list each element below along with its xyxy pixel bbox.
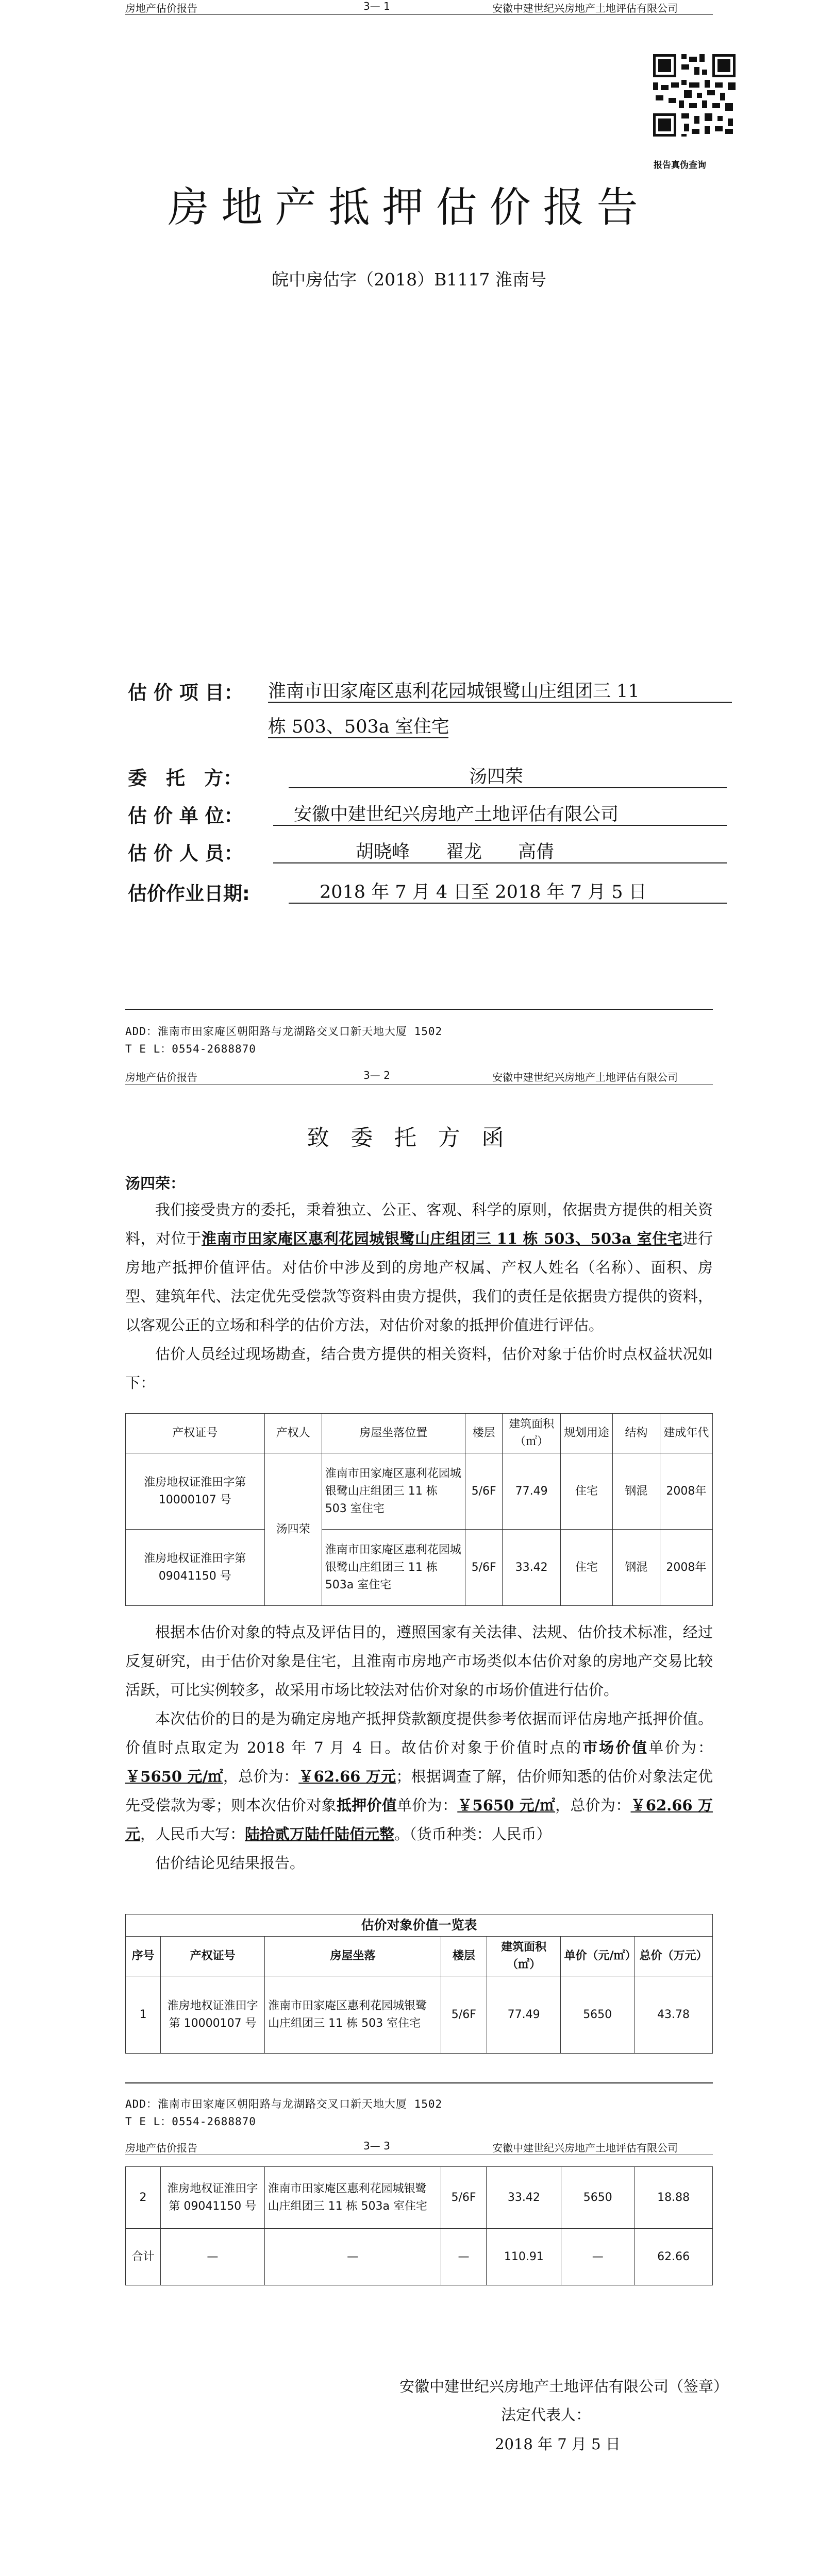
th-unit-price: 单价（元/㎡） [561, 1937, 634, 1976]
th-floor: 楼层 [465, 1414, 503, 1453]
p4-mortgage-total: ￥62.66 万元 [125, 1797, 713, 1843]
p4-text-e: ，总价为： [223, 1768, 299, 1785]
cell-location: — [264, 2229, 441, 2285]
th-owner: 产权人 [264, 1414, 322, 1453]
report-number: 皖中房估字（2018）B1117 淮南号 [272, 269, 546, 290]
letter-title: 致 委 托 方 函 [307, 1125, 511, 1151]
header-rule [125, 14, 713, 15]
cell-total: 62.66 [635, 2229, 713, 2285]
p4-market-unit-price: ￥5650 元/㎡ [125, 1768, 223, 1785]
header-left: 房地产估价报告 [125, 1071, 197, 1083]
cell-unit-price: 5650 [561, 2167, 635, 2229]
cell-floor: 5/6F [441, 1976, 487, 2054]
cell-index: 2 [126, 2167, 161, 2229]
appraiser-org-label: 估 价 单 位： [128, 805, 243, 827]
p4-text-k: ，总价为： [555, 1797, 631, 1814]
p4-text-o: 。（货币种类：人民币） [394, 1825, 552, 1843]
cell-location: 淮南市田家庵区惠利花园城银鹭山庄组团三 11 栋 503 室住宅 [322, 1453, 465, 1530]
qr-caption: 报告真伪查询 [654, 160, 706, 171]
work-date-value: 2018 年 7 月 4 日至 2018 年 7 月 5 日 [320, 882, 647, 903]
value-table-title: 估价对象价值一览表 [126, 1914, 713, 1937]
footer-rule [125, 2082, 713, 2083]
project-value: 淮南市田家庵区惠利花园城银鹭山庄组团三 11 [268, 681, 640, 702]
cell-total: 18.88 [635, 2167, 713, 2229]
cell-total: 43.78 [634, 1976, 712, 2054]
th-area: 建筑面积（㎡） [487, 1937, 561, 1976]
table-total-row [126, 2229, 713, 2285]
cell-unit-price: 5650 [561, 1976, 634, 2054]
work-date-underline [289, 903, 727, 904]
cell-area: 110.91 [487, 2229, 561, 2285]
letter-paragraph-2: 估价人员经过现场勘查，结合贵方提供的相关资料，估价对象于估价时点权益状况如下： [125, 1345, 713, 1392]
p4-text-g: ；根据调查了解，估价师知悉的估价对象法定优先受偿款为零；则本次估价对象 [125, 1768, 713, 1814]
p4-amount-in-words: 陆拾贰万陆仟陆佰元整 [245, 1825, 395, 1843]
p4-mortgage-value: 抵押价值 [336, 1797, 397, 1814]
footer-address: ADD：淮南市田家庵区朝阳路与龙湖路交叉口新天地大厦 1502 [125, 2098, 443, 2110]
table-row [126, 1530, 713, 1606]
th-year: 建成年代 [660, 1414, 712, 1453]
qr-code-icon [650, 52, 738, 139]
cell-index: 合计 [126, 2229, 161, 2285]
p4-market-value: 市场价值 [582, 1739, 649, 1756]
client-underline [289, 787, 727, 788]
cell-use: 住宅 [560, 1530, 612, 1606]
appraisers-value: 胡晓峰 翟龙 高倩 [356, 842, 555, 862]
signature-company: 安徽中建世纪兴房地产土地评估有限公司（签章） [399, 2378, 729, 2395]
cell-owner: 汤四荣 [264, 1453, 322, 1606]
appraisers-underline [273, 862, 727, 863]
value-table-title-row [126, 1914, 713, 1937]
cell-cert: 淮房地权证淮田字第 09041150 号 [126, 1530, 265, 1606]
cell-location: 淮南市田家庵区惠利花园城银鹭山庄组团三 11 栋 503a 室住宅 [264, 2167, 441, 2229]
table-row [126, 2167, 713, 2229]
p4-text-c: 单价为： [648, 1739, 713, 1756]
value-table [125, 1914, 713, 2054]
table-header-row [126, 1414, 713, 1453]
footer-tel: T E L：0554-2688870 [125, 2115, 256, 2128]
cell-location: 淮南市田家庵区惠利花园城银鹭山庄组团三 11 栋 503 室住宅 [265, 1976, 441, 2054]
cell-floor: 5/6F [465, 1530, 503, 1606]
th-index: 序号 [126, 1937, 161, 1976]
table-header-row [126, 1937, 713, 1976]
p4-mortgage-unit-price: ￥5650 元/㎡ [457, 1797, 556, 1814]
cell-cert: 淮房地权证淮田字第 10000107 号 [161, 1976, 265, 2054]
value-table-continued [125, 2166, 713, 2285]
p3-text: 根据本估价对象的特点及评估目的，遵照国家有关法律、法规、估价技术标准，经过反复研究，由于估价对象是住宅，且淮南市房地产市场类似本估价对象的房地产交易比较活跃，可比实例较多，故采用市场比较法对估价对象的市场价值进行估价。 [125, 1623, 713, 1699]
cell-year: 2008年 [660, 1453, 712, 1530]
header-right: 安徽中建世纪兴房地产土地评估有限公司 [492, 2142, 678, 2154]
cell-structure: 钢混 [613, 1453, 660, 1530]
header-page-number: 3— 2 [363, 1069, 390, 1081]
footer-tel: T E L：0554-2688870 [125, 1043, 256, 1055]
th-total: 总价（万元） [634, 1937, 712, 1976]
signature-rep: 法定代表人： [501, 2406, 591, 2424]
client-value: 汤四荣 [469, 767, 524, 787]
client-label: 委 托 方： [128, 767, 242, 789]
letter-paragraph-1 [125, 1195, 713, 1397]
p4-market-total: ￥62.66 万元 [298, 1768, 396, 1785]
cell-floor: 5/6F [465, 1453, 503, 1530]
th-location: 房屋坐落位置 [322, 1414, 465, 1453]
cell-year: 2008年 [660, 1530, 712, 1606]
rights-table [125, 1413, 713, 1606]
th-floor: 楼层 [441, 1937, 487, 1976]
appraiser-org-value: 安徽中建世纪兴房地产土地评估有限公司 [294, 804, 619, 825]
header-page-number: 3— 1 [363, 0, 390, 12]
table-row [126, 1976, 713, 2054]
footer-address: ADD：淮南市田家庵区朝阳路与龙湖路交叉口新天地大厦 1502 [125, 1025, 443, 1038]
appraisers-label: 估 价 人 员： [128, 842, 243, 865]
p4-text-i: 单价为： [397, 1797, 458, 1814]
header-right: 安徽中建世纪兴房地产土地评估有限公司 [492, 2, 678, 14]
report-title: 房地产抵押估价报告 [168, 183, 650, 231]
cell-use: 住宅 [560, 1453, 612, 1530]
appraiser-org-underline [273, 825, 727, 826]
cell-location: 淮南市田家庵区惠利花园城银鹭山庄组团三 11 栋 503a 室住宅 [322, 1530, 465, 1606]
cell-cert: 淮房地权证淮田字第 09041150 号 [161, 2167, 265, 2229]
th-use: 规划用途 [560, 1414, 612, 1453]
header-left: 房地产估价报告 [125, 2142, 197, 2154]
work-date-label: 估价作业日期: [128, 883, 250, 905]
letter-paragraph-4 [125, 1704, 713, 1849]
th-structure: 结构 [613, 1414, 660, 1453]
signature-date: 2018 年 7 月 5 日 [495, 2435, 621, 2453]
p1-text-a: 我们接受贵方的委托，秉着独立、公正、客观、科学的原则，依据贵方提供的相关资料，对位于 [125, 1201, 713, 1247]
project-value-line2: 栋 503、503a 室住宅 [268, 717, 449, 737]
project-label: 估 价 项 目： [128, 682, 243, 704]
cell-floor: 5/6F [441, 2167, 487, 2229]
cell-area: 33.42 [503, 1530, 560, 1606]
cell-cert: 淮房地权证淮田字第 10000107 号 [126, 1453, 265, 1530]
cell-unit-price: — [561, 2229, 635, 2285]
p4-text-a: 本次估价的目的是为确定房地产抵押贷款额度提供参考依据而评估房地产抵押价值。价值时点取定为 2018 年 7 月 4 日。故估价对象于价值时点的 [125, 1710, 713, 1756]
p1-text-c: 进行房地产抵押价值评估。对估价中涉及到的房地产权属、产权人姓名（名称）、面积、房型、建筑年代、法定优先受偿款等资料由贵方提供，我们的责任是依据贵方提供的资料，以客观公正的立场和科学的估价方法，对估价对象的抵押价值进行评估。 [125, 1230, 713, 1334]
cell-cert: — [161, 2229, 265, 2285]
table-row [126, 1453, 713, 1530]
p1-property-address: 淮南市田家庵区惠利花园城银鹭山庄组团三 11 栋 503、503a 室住宅 [201, 1230, 683, 1247]
letter-paragraph-5: 估价结论见结果报告。 [155, 1854, 305, 1872]
th-cert: 产权证号 [126, 1414, 265, 1453]
header-right: 安徽中建世纪兴房地产土地评估有限公司 [492, 1071, 678, 1083]
cell-structure: 钢混 [613, 1530, 660, 1606]
th-location: 房屋坐落 [265, 1937, 441, 1976]
footer-rule [125, 1009, 713, 1010]
project-underline [268, 702, 732, 703]
cell-floor: — [441, 2229, 487, 2285]
header-page-number: 3— 3 [363, 2140, 390, 2152]
cell-index: 1 [126, 1976, 161, 2054]
cell-area: 77.49 [487, 1976, 561, 2054]
letter-salutation: 汤四荣： [125, 1175, 186, 1192]
cell-area: 77.49 [503, 1453, 560, 1530]
p4-text-m: ，人民币大写： [140, 1825, 245, 1843]
letter-paragraph-3 [125, 1618, 713, 1877]
cell-area: 33.42 [487, 2167, 561, 2229]
header-left: 房地产估价报告 [125, 2, 197, 14]
th-cert: 产权证号 [161, 1937, 265, 1976]
project-underline-2 [268, 737, 448, 738]
th-area: 建筑面积（㎡） [503, 1414, 560, 1453]
